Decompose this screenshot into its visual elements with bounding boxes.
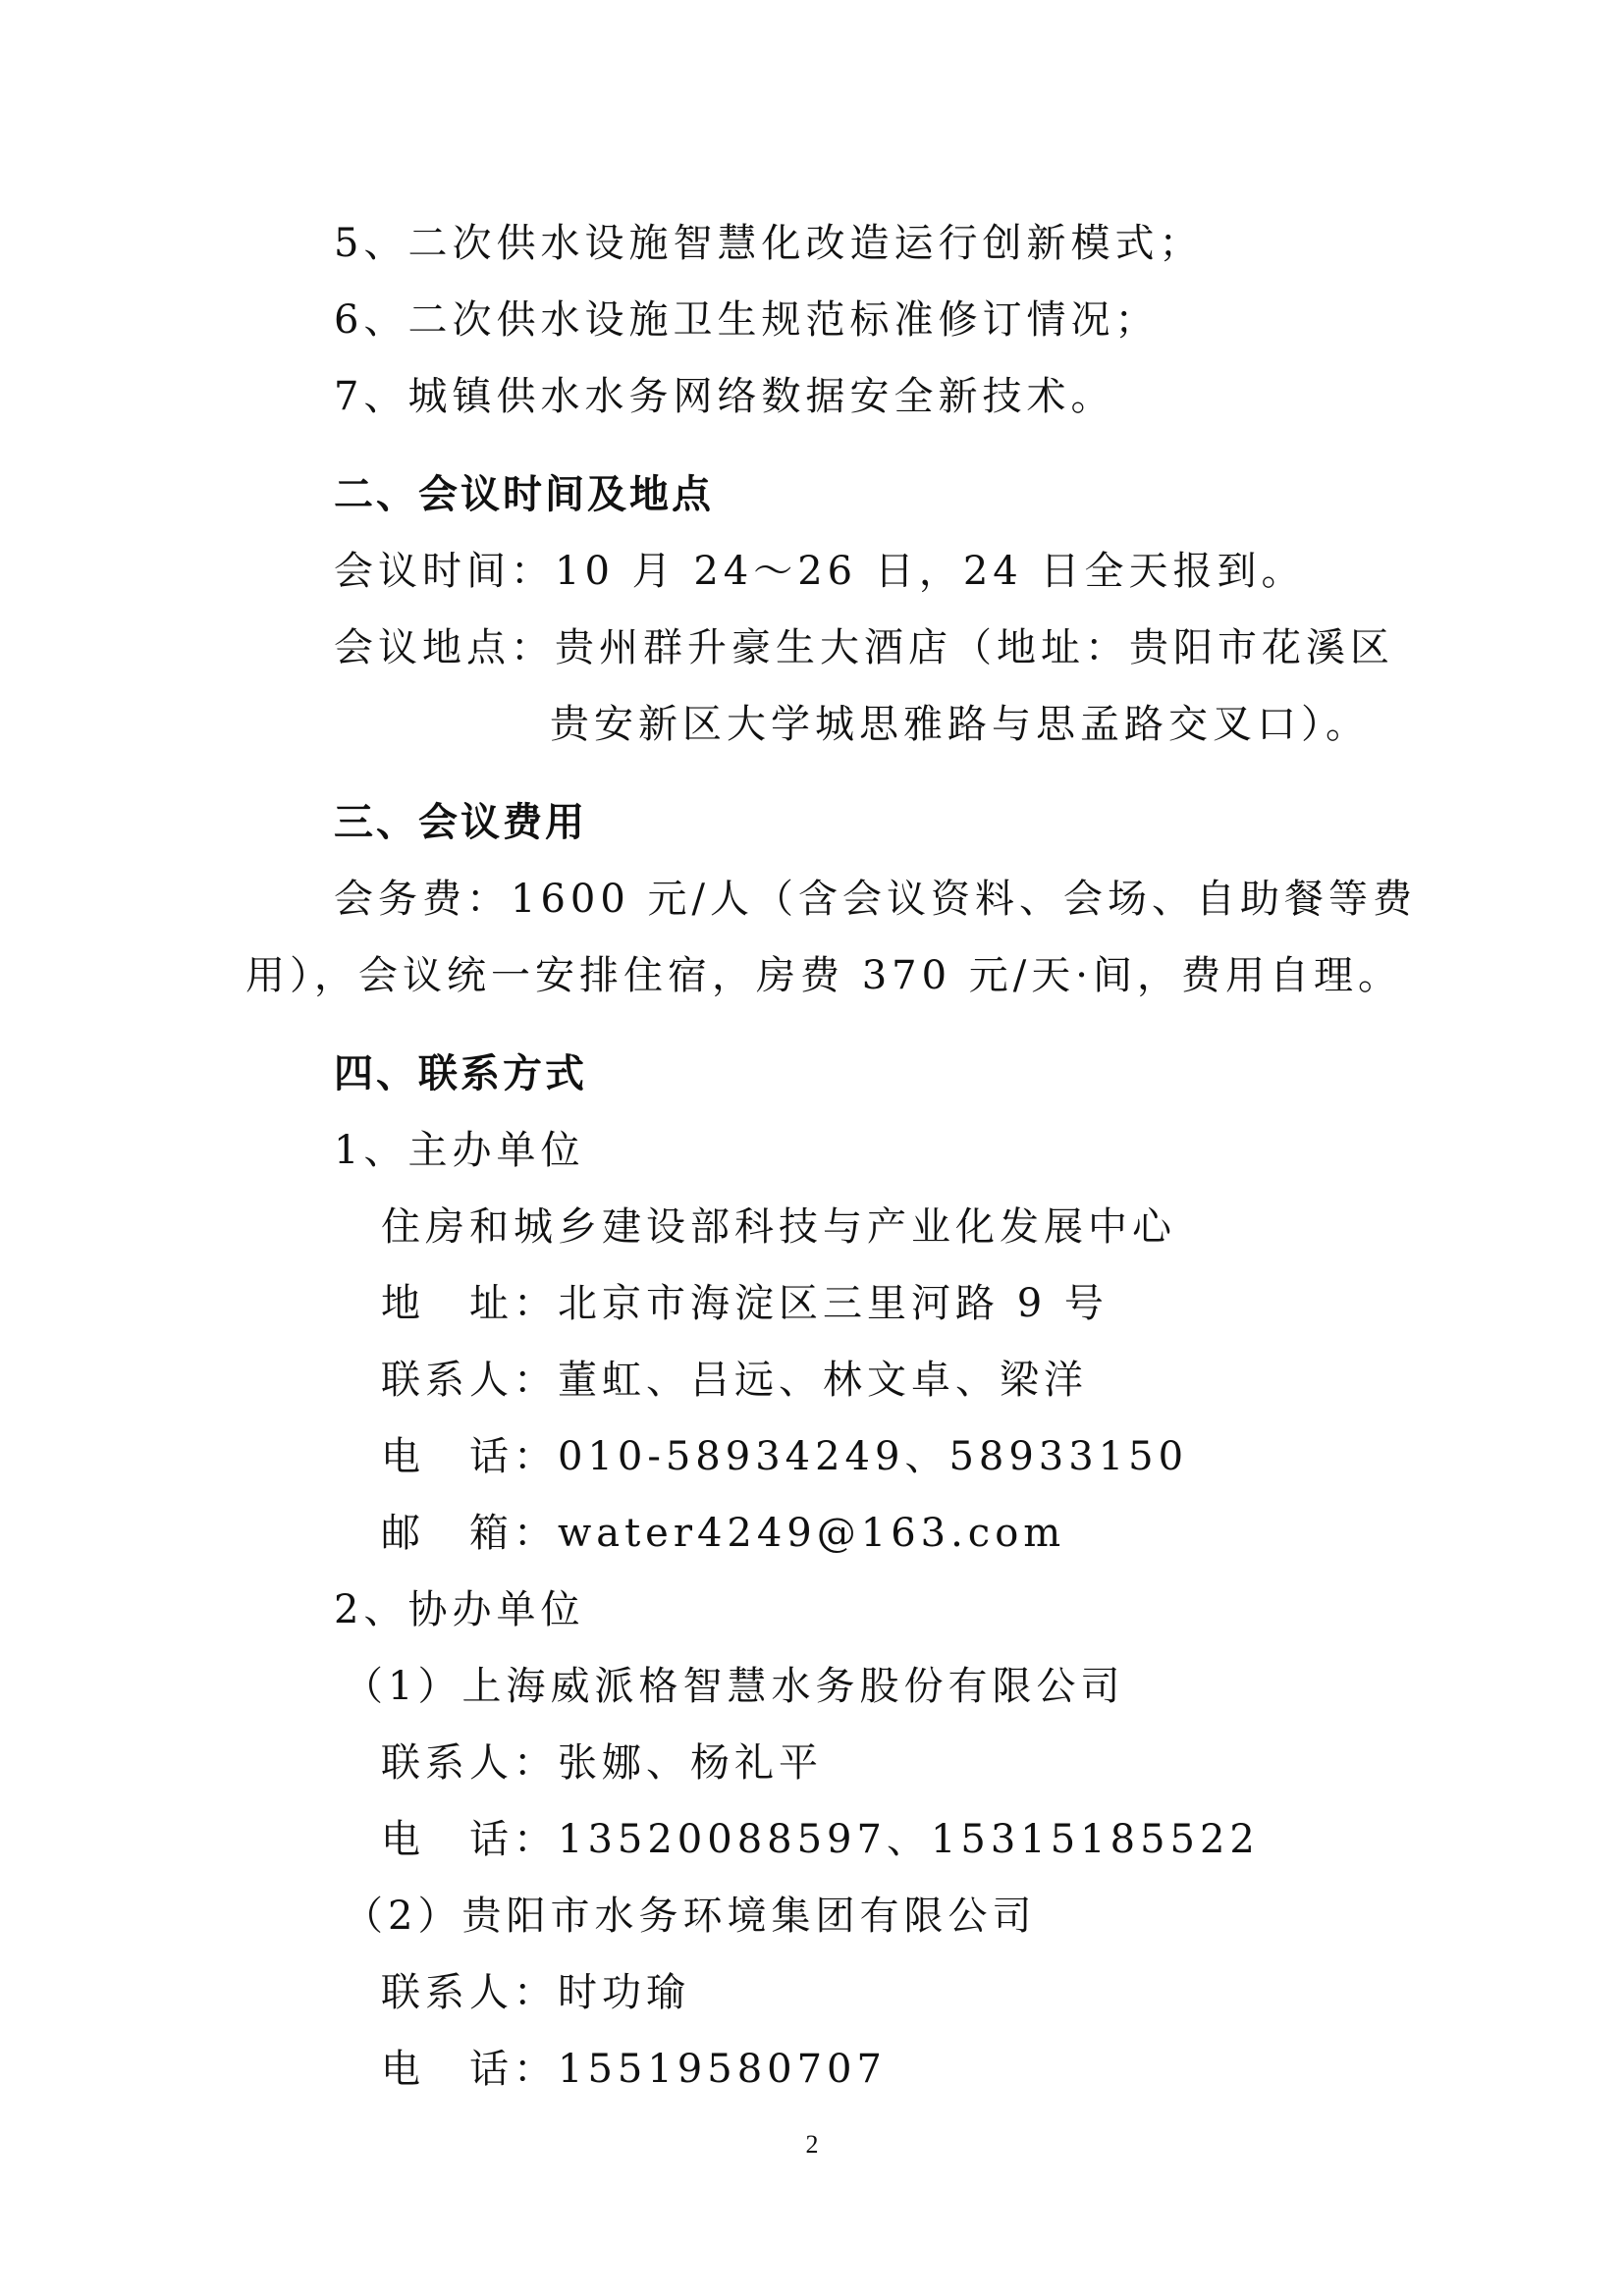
fee-line2: 用），会议统一安排住宿，房费 370 元/天·间，费用自理。 — [245, 953, 1402, 998]
topic-item-6: 6、二次供水设施卫生规范标准修订情况； — [334, 297, 1160, 343]
co-organizer-1-contacts: 联系人：张娜、杨礼平 — [381, 1740, 823, 1786]
co-organizer-2-name: （2）贵阳市水务环境集团有限公司 — [344, 1894, 1037, 1939]
meeting-venue-line1: 会议地点：贵州群升豪生大酒店（地址：贵阳市花溪区 — [334, 625, 1394, 670]
organizer-email: 邮 箱：water4249@163.com — [381, 1511, 1066, 1556]
organizer-contacts: 联系人：董虹、吕远、林文卓、梁洋 — [381, 1358, 1088, 1403]
meeting-time: 会议时间：10 月 24～26 日，24 日全天报到。 — [334, 549, 1306, 594]
page-number: 2 — [805, 2130, 819, 2159]
co-organizer-2-contacts: 联系人：时功瑜 — [381, 1970, 690, 2015]
organizer-title: 1、主办单位 — [334, 1128, 585, 1173]
organizer-name: 住房和城乡建设部科技与产业化发展中心 — [381, 1204, 1176, 1250]
organizer-address: 地 址：北京市海淀区三里河路 9 号 — [381, 1281, 1109, 1326]
section-heading-fees: 三、会议费用 — [334, 800, 587, 845]
section-heading-contacts: 四、联系方式 — [334, 1051, 587, 1096]
section-heading-time-venue: 二、会议时间及地点 — [334, 472, 714, 517]
co-organizer-2-phone: 电 话：15519580707 — [381, 2047, 887, 2092]
organizer-phone: 电 话：010-58934249、58933150 — [381, 1434, 1189, 1479]
fee-line1: 会务费：1600 元/人（含会议资料、会场、自助餐等费 — [334, 877, 1417, 922]
topic-item-5: 5、二次供水设施智慧化改造运行创新模式； — [334, 221, 1204, 266]
topic-item-7: 7、城镇供水水务网络数据安全新技术。 — [334, 374, 1115, 419]
co-organizer-1-name: （1）上海威派格智慧水务股份有限公司 — [344, 1664, 1125, 1709]
co-organizer-title: 2、协办单位 — [334, 1587, 585, 1632]
meeting-venue-line2: 贵安新区大学城思雅路与思孟路交叉口）。 — [550, 702, 1370, 747]
co-organizer-1-phone: 电 话：13520088597、15315185522 — [381, 1817, 1260, 1862]
